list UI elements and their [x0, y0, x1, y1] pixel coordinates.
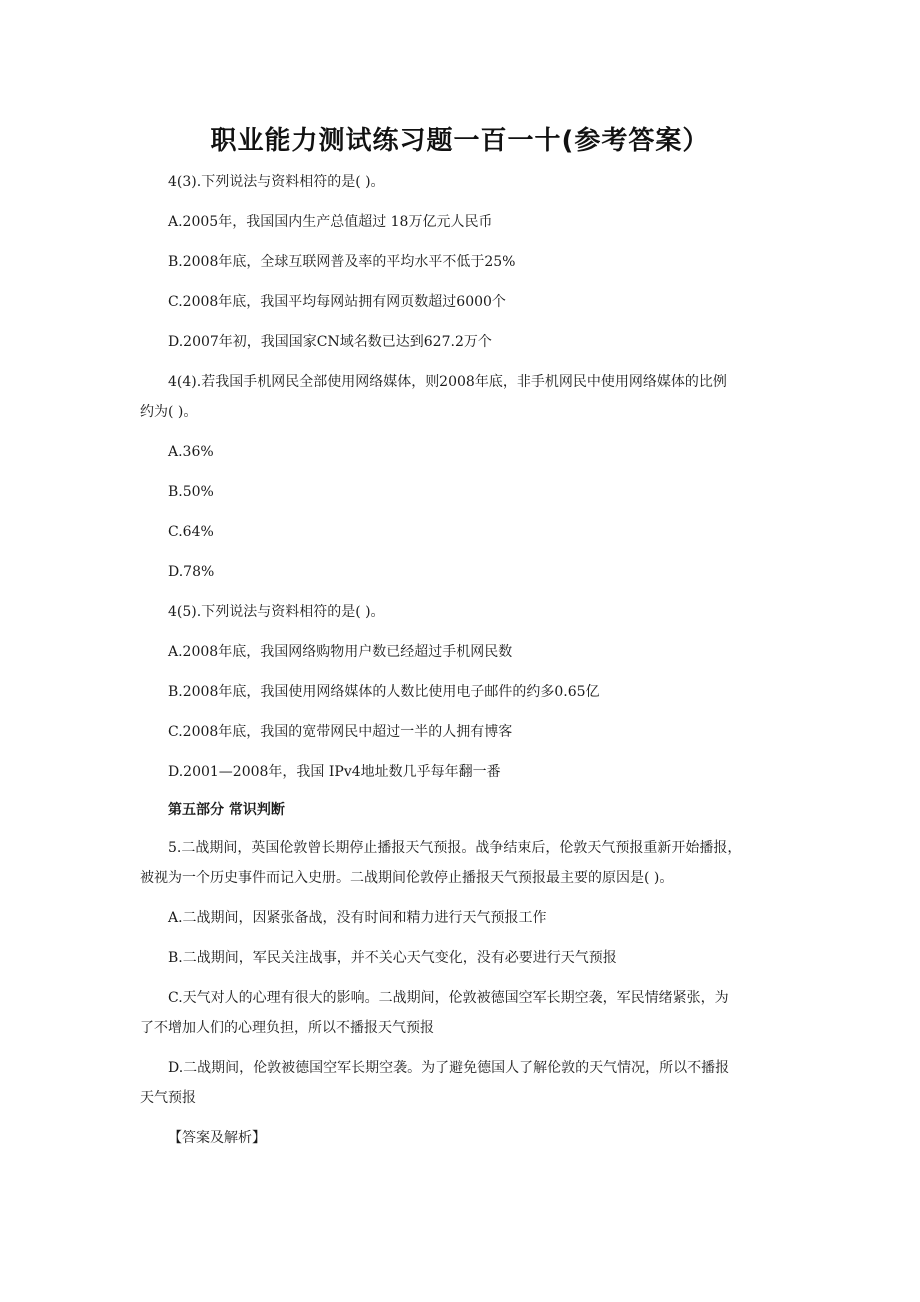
question-4-3-option-c: C.2008年底，我国平均每网站拥有网页数超过6000个 — [168, 294, 506, 310]
question-4-3-option-d: D.2007年初，我国国家CN域名数已达到627.2万个 — [168, 334, 492, 350]
question-4-5-option-a: A.2008年底，我国网络购物用户数已经超过手机网民数 — [168, 644, 513, 660]
document-body — [140, 168, 785, 1152]
question-5-option-a: A.二战期间，因紧张备战，没有时间和精力进行天气预报工作 — [168, 910, 547, 926]
question-4-4-stem-line2: 约为( )。 — [140, 404, 198, 420]
question-4-3-option-a: A.2005年，我国国内生产总值超过 18万亿元人民币 — [168, 214, 493, 230]
question-4-5-stem: 4(5).下列说法与资料相符的是( )。 — [168, 604, 385, 620]
question-5-stem-line2: 被视为一个历史事件而记入史册。二战期间伦敦停止播报天气预报最主要的原因是( )。 — [140, 870, 674, 886]
question-4-4-option-c: C.64% — [168, 524, 214, 540]
question-5-option-c-line1: C.天气对人的心理有很大的影响。二战期间，伦敦被德国空军长期空袭，军民情绪紧张，为 — [168, 990, 729, 1006]
answer-heading: 【答案及解析】 — [168, 1130, 266, 1146]
question-4-5-option-d: D.2001—2008年，我国 IPv4地址数几乎每年翻一番 — [168, 764, 501, 780]
question-5-option-c-line2: 了不增加人们的心理负担，所以不播报天气预报 — [140, 1020, 434, 1036]
question-5-option-d-line1: D.二战期间，伦敦被德国空军长期空袭。为了避免德国人了解伦敦的天气情况，所以不播报 — [168, 1060, 730, 1076]
question-4-3-stem: 4(3).下列说法与资料相符的是( )。 — [168, 174, 385, 190]
question-4-4-stem-line1: 4(4).若我国手机网民全部使用网络媒体，则2008年底，非手机网民中使用网络媒体的比例 — [168, 374, 727, 390]
question-4-3-option-b: B.2008年底，全球互联网普及率的平均水平不低于25% — [168, 254, 516, 270]
question-4-4-option-a: A.36% — [168, 444, 214, 460]
question-5-option-d-line2: 天气预报 — [140, 1090, 196, 1106]
question-5-option-b: B.二战期间，军民关注战事，并不关心天气变化，没有必要进行天气预报 — [168, 950, 617, 966]
question-4-4-option-d: D.78% — [168, 564, 215, 580]
question-4-4-option-b: B.50% — [168, 484, 214, 500]
section-5-heading: 第五部分 常识判断 — [168, 802, 285, 818]
page-title: 职业能力测试练习题一百一十(参考答案） — [210, 126, 710, 156]
question-4-5-option-c: C.2008年底，我国的宽带网民中超过一半的人拥有博客 — [168, 724, 513, 740]
question-5-stem-line1: 5.二战期间，英国伦敦曾长期停止播报天气预报。战争结束后，伦敦天气预报重新开始播报， — [168, 840, 742, 856]
question-4-5-option-b: B.2008年底，我国使用网络媒体的人数比使用电子邮件的约多0.65亿 — [168, 684, 600, 700]
